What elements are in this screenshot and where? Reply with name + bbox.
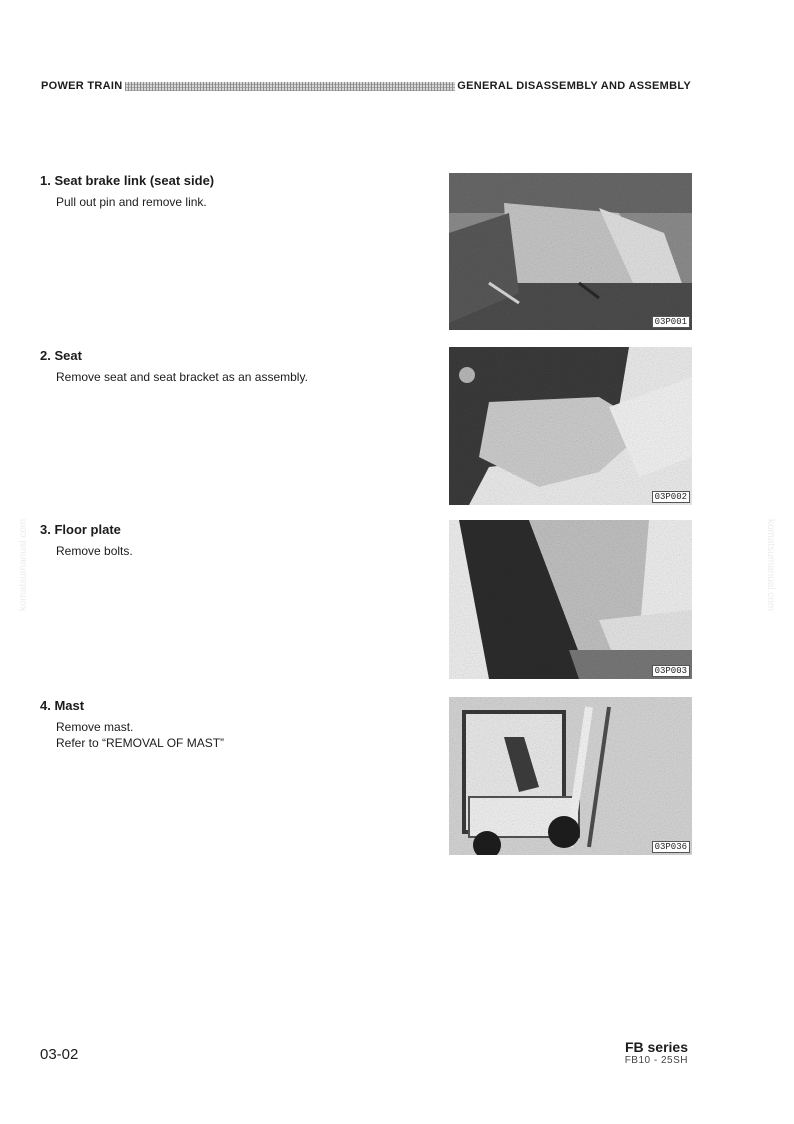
photo-code: 03P036 (652, 841, 690, 853)
step-title: 1. Seat brake link (seat side) (40, 173, 215, 188)
step-4 (40, 698, 224, 751)
step-1 (40, 173, 214, 210)
section-title: POWER TRAIN (41, 80, 123, 92)
series-label (625, 1040, 688, 1066)
series-title: FB series (624, 1039, 688, 1055)
step-3 (40, 522, 133, 559)
photo-code: 03P002 (652, 491, 690, 503)
step-instruction: Pull out pin and remove link. (56, 195, 207, 209)
watermark-right: komatsumanual.com (765, 518, 776, 612)
page-number: 03-02 (40, 1046, 79, 1063)
watermark-left: komatsumanual.com (18, 518, 29, 612)
step-title: 3. Floor plate (40, 522, 121, 537)
photo-mast (449, 697, 692, 855)
step-instruction: Remove mast. (56, 720, 134, 734)
photo-seat (449, 347, 692, 505)
photo-code: 03P003 (652, 665, 690, 677)
step-instruction: Refer to “REMOVAL OF MAST” (56, 736, 225, 750)
step-instruction: Remove bolts. (56, 544, 133, 558)
step-instruction: Remove seat and seat bracket as an assembly. (56, 370, 308, 384)
page-header (41, 78, 691, 94)
chapter-title: GENERAL DISASSEMBLY AND ASSEMBLY (457, 80, 691, 92)
photo-code: 03P001 (652, 316, 690, 328)
header-rule (125, 82, 456, 91)
step-title: 2. Seat (40, 348, 82, 363)
photo-seat-brake-link (449, 173, 692, 330)
step-title: 4. Mast (40, 698, 85, 713)
series-models: FB10 - 25SH (624, 1055, 688, 1066)
photo-floor-plate (449, 520, 692, 679)
step-2 (40, 348, 308, 385)
